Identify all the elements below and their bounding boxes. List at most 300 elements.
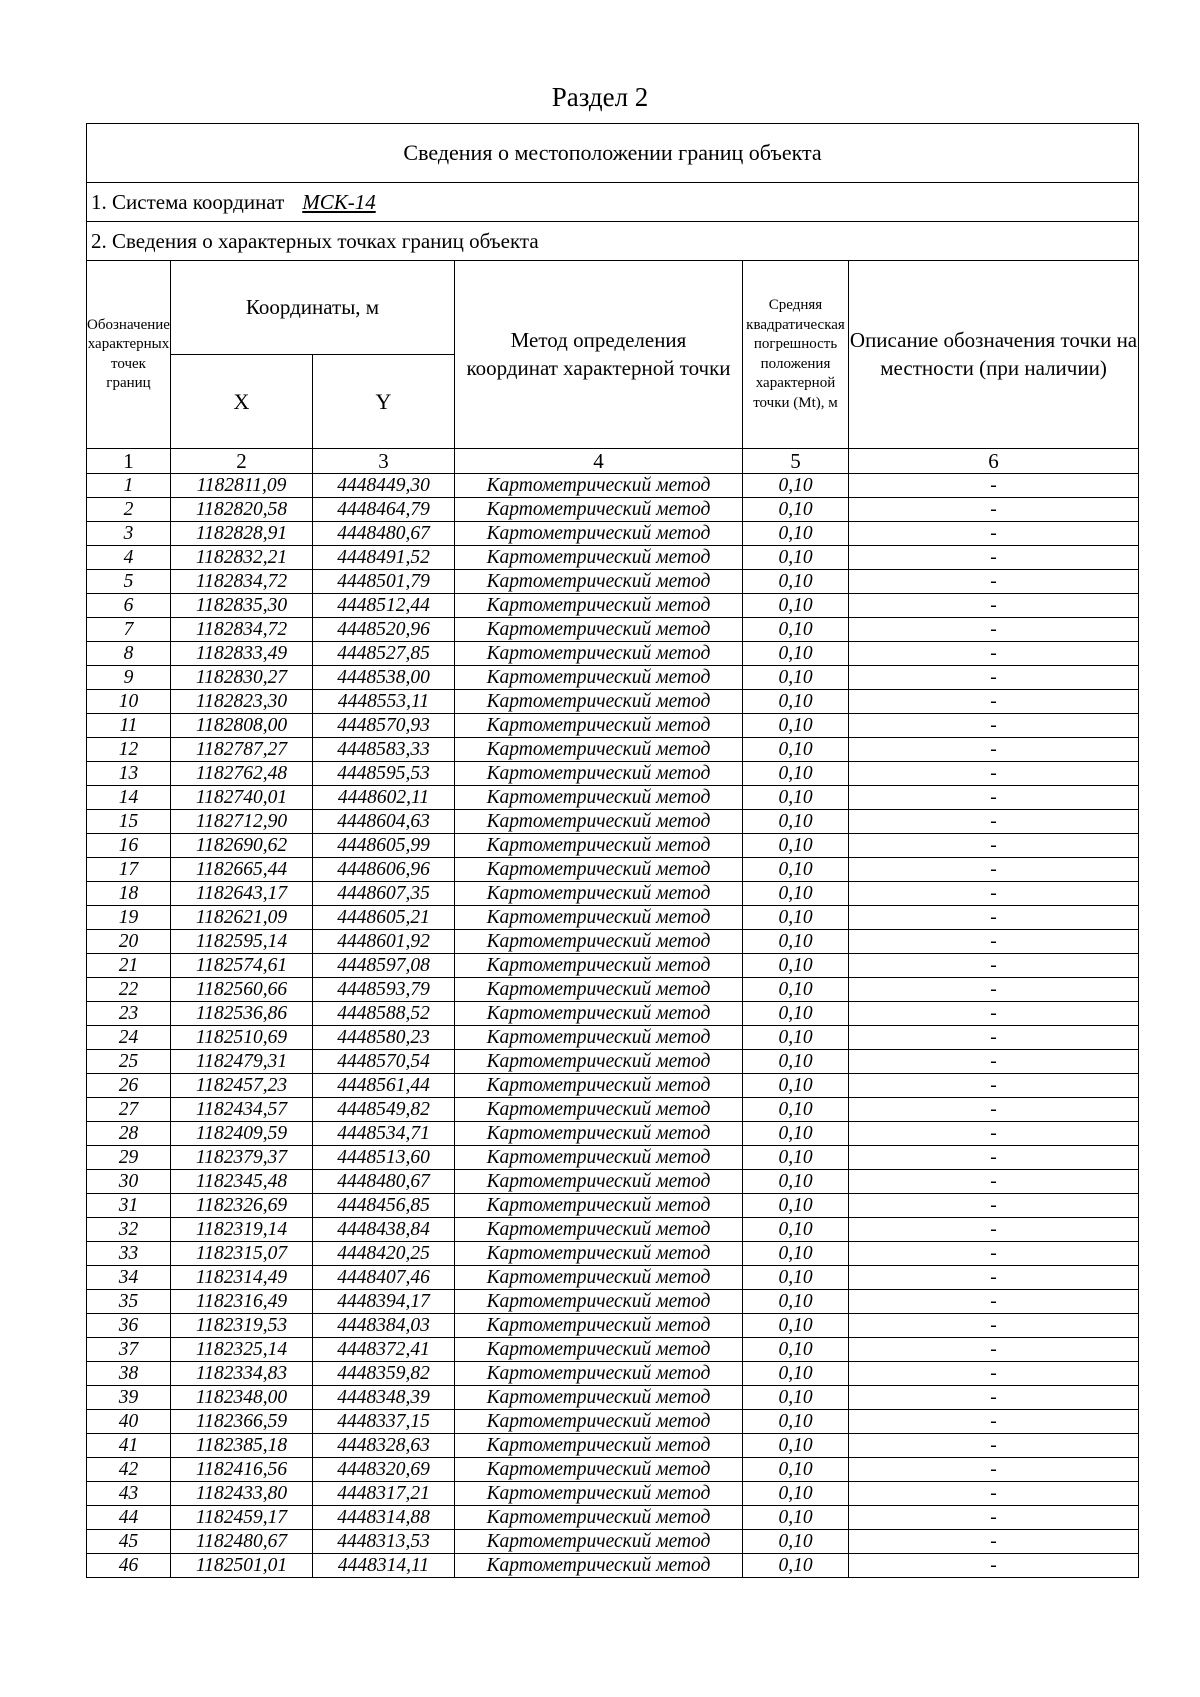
error-cell: 0,10 [743,690,849,714]
description-cell: - [849,1266,1139,1290]
x-cell: 1182595,14 [171,930,313,954]
x-cell: 1182834,72 [171,570,313,594]
x-cell: 1182479,31 [171,1050,313,1074]
point-id-cell: 10 [87,690,171,714]
x-cell: 1182385,18 [171,1434,313,1458]
y-cell: 4448570,54 [313,1050,455,1074]
error-cell: 0,10 [743,618,849,642]
method-cell: Картометрический метод [455,1266,743,1290]
method-cell: Картометрический метод [455,1050,743,1074]
method-cell: Картометрический метод [455,1530,743,1554]
point-id-cell: 20 [87,930,171,954]
table-row [87,1410,1139,1434]
point-id-cell: 5 [87,570,171,594]
method-cell: Картометрический метод [455,930,743,954]
error-cell: 0,10 [743,498,849,522]
y-cell: 4448501,79 [313,570,455,594]
table-row [87,1002,1139,1026]
header-method: Метод определения координат характерной точки [455,261,743,449]
description-cell: - [849,978,1139,1002]
x-cell: 1182811,09 [171,474,313,498]
point-id-cell: 35 [87,1290,171,1314]
method-cell: Картометрический метод [455,1218,743,1242]
method-cell: Картометрический метод [455,1314,743,1338]
description-cell: - [849,474,1139,498]
table-row [87,786,1139,810]
y-cell: 4448480,67 [313,1170,455,1194]
error-cell: 0,10 [743,1314,849,1338]
method-cell: Картометрический метод [455,690,743,714]
description-cell: - [849,1218,1139,1242]
error-cell: 0,10 [743,1434,849,1458]
error-cell: 0,10 [743,810,849,834]
table-row [87,1530,1139,1554]
method-cell: Картометрический метод [455,810,743,834]
point-id-cell: 27 [87,1098,171,1122]
y-cell: 4448337,15 [313,1410,455,1434]
x-cell: 1182833,49 [171,642,313,666]
error-cell: 0,10 [743,738,849,762]
error-cell: 0,10 [743,858,849,882]
y-cell: 4448407,46 [313,1266,455,1290]
description-cell: - [849,498,1139,522]
table-row [87,1290,1139,1314]
y-cell: 4448561,44 [313,1074,455,1098]
y-cell: 4448583,33 [313,738,455,762]
method-cell: Картометрический метод [455,474,743,498]
description-cell: - [849,1458,1139,1482]
method-cell: Картометрический метод [455,618,743,642]
point-id-cell: 38 [87,1362,171,1386]
method-cell: Картометрический метод [455,1458,743,1482]
table-row [87,642,1139,666]
description-cell: - [849,642,1139,666]
error-cell: 0,10 [743,1338,849,1362]
method-cell: Картометрический метод [455,978,743,1002]
description-cell: - [849,1362,1139,1386]
y-cell: 4448314,88 [313,1506,455,1530]
x-cell: 1182480,67 [171,1530,313,1554]
x-cell: 1182560,66 [171,978,313,1002]
y-cell: 4448580,23 [313,1026,455,1050]
y-cell: 4448605,99 [313,834,455,858]
point-id-cell: 21 [87,954,171,978]
y-cell: 4448605,21 [313,906,455,930]
point-id-cell: 24 [87,1026,171,1050]
table-row [87,618,1139,642]
description-cell: - [849,1554,1139,1578]
description-cell: - [849,858,1139,882]
description-cell: - [849,666,1139,690]
error-cell: 0,10 [743,762,849,786]
table-row [87,1026,1139,1050]
method-cell: Картометрический метод [455,1506,743,1530]
table-row [87,762,1139,786]
point-id-cell: 29 [87,1146,171,1170]
method-cell: Картометрический метод [455,738,743,762]
method-cell: Картометрический метод [455,570,743,594]
method-cell: Картометрический метод [455,546,743,570]
error-cell: 0,10 [743,1002,849,1026]
description-cell: - [849,1170,1139,1194]
point-id-cell: 41 [87,1434,171,1458]
point-id-cell: 6 [87,594,171,618]
table-row [87,594,1139,618]
y-cell: 4448491,52 [313,546,455,570]
method-cell: Картометрический метод [455,834,743,858]
x-cell: 1182379,37 [171,1146,313,1170]
table-row [87,1098,1139,1122]
y-cell: 4448464,79 [313,498,455,522]
y-cell: 4448394,17 [313,1290,455,1314]
method-cell: Картометрический метод [455,882,743,906]
method-cell: Картометрический метод [455,906,743,930]
point-id-cell: 22 [87,978,171,1002]
x-cell: 1182828,91 [171,522,313,546]
column-number: 1 [87,449,171,474]
x-cell: 1182823,30 [171,690,313,714]
point-id-cell: 9 [87,666,171,690]
table-row [87,570,1139,594]
error-cell: 0,10 [743,1170,849,1194]
table-row [87,810,1139,834]
x-cell: 1182690,62 [171,834,313,858]
description-cell: - [849,834,1139,858]
y-cell: 4448588,52 [313,1002,455,1026]
header-y: Y [313,355,455,449]
y-cell: 4448512,44 [313,594,455,618]
table-row [87,738,1139,762]
table-row [87,1554,1139,1578]
description-cell: - [849,714,1139,738]
point-id-cell: 46 [87,1554,171,1578]
point-id-cell: 4 [87,546,171,570]
description-cell: - [849,1026,1139,1050]
error-cell: 0,10 [743,1530,849,1554]
point-id-cell: 30 [87,1170,171,1194]
description-cell: - [849,930,1139,954]
point-id-cell: 32 [87,1218,171,1242]
table-row [87,1074,1139,1098]
y-cell: 4448570,93 [313,714,455,738]
y-cell: 4448520,96 [313,618,455,642]
x-cell: 1182326,69 [171,1194,313,1218]
table-row [87,690,1139,714]
description-cell: - [849,906,1139,930]
description-cell: - [849,1386,1139,1410]
y-cell: 4448513,60 [313,1146,455,1170]
section-title: Раздел 2 [551,82,649,112]
table-row [87,666,1139,690]
table-row [87,474,1139,498]
x-cell: 1182808,00 [171,714,313,738]
point-id-cell: 1 [87,474,171,498]
column-number: 5 [743,449,849,474]
y-cell: 4448595,53 [313,762,455,786]
table-row [87,1218,1139,1242]
y-cell: 4448384,03 [313,1314,455,1338]
error-cell: 0,10 [743,1146,849,1170]
table-row [87,714,1139,738]
description-cell: - [849,786,1139,810]
y-cell: 4448549,82 [313,1098,455,1122]
method-cell: Картометрический метод [455,1002,743,1026]
description-cell: - [849,1074,1139,1098]
table-row [87,1314,1139,1338]
x-cell: 1182457,23 [171,1074,313,1098]
table-row [87,546,1139,570]
x-cell: 1182665,44 [171,858,313,882]
table-row [87,1050,1139,1074]
description-cell: - [849,690,1139,714]
method-cell: Картометрический метод [455,762,743,786]
table-row [87,1170,1139,1194]
table-row [87,1122,1139,1146]
boundary-points-table [86,123,1139,1578]
points-table-body [87,474,1139,1578]
x-cell: 1182510,69 [171,1026,313,1050]
table-row [87,1338,1139,1362]
table-row [87,882,1139,906]
table-row [87,906,1139,930]
error-cell: 0,10 [743,1410,849,1434]
method-cell: Картометрический метод [455,1242,743,1266]
header-designation: Обозначение характерных точек границ [87,261,171,449]
y-cell: 4448538,00 [313,666,455,690]
table-row [87,1362,1139,1386]
error-cell: 0,10 [743,546,849,570]
description-cell: - [849,1506,1139,1530]
point-id-cell: 17 [87,858,171,882]
point-id-cell: 13 [87,762,171,786]
header-error: Средняя квадратическая погрешность положения характерной точки (Mt), м [743,261,849,449]
method-cell: Картометрический метод [455,1434,743,1458]
y-cell: 4448597,08 [313,954,455,978]
y-cell: 4448456,85 [313,1194,455,1218]
error-cell: 0,10 [743,834,849,858]
table-row [87,858,1139,882]
description-cell: - [849,594,1139,618]
method-cell: Картометрический метод [455,594,743,618]
method-cell: Картометрический метод [455,642,743,666]
method-cell: Картометрический метод [455,1026,743,1050]
column-number: 4 [455,449,743,474]
table-row [87,1242,1139,1266]
x-cell: 1182820,58 [171,498,313,522]
point-id-cell: 36 [87,1314,171,1338]
y-cell: 4448553,11 [313,690,455,714]
y-cell: 4448317,21 [313,1482,455,1506]
point-id-cell: 45 [87,1530,171,1554]
error-cell: 0,10 [743,1386,849,1410]
x-cell: 1182832,21 [171,546,313,570]
description-cell: - [849,1434,1139,1458]
error-cell: 0,10 [743,1074,849,1098]
table-row [87,834,1139,858]
method-cell: Картометрический метод [455,1122,743,1146]
y-cell: 4448527,85 [313,642,455,666]
error-cell: 0,10 [743,642,849,666]
method-cell: Картометрический метод [455,666,743,690]
x-cell: 1182536,86 [171,1002,313,1026]
method-cell: Картометрический метод [455,714,743,738]
description-cell: - [849,810,1139,834]
point-id-cell: 31 [87,1194,171,1218]
x-cell: 1182835,30 [171,594,313,618]
point-id-cell: 19 [87,906,171,930]
description-cell: - [849,1098,1139,1122]
x-cell: 1182316,49 [171,1290,313,1314]
point-id-cell: 44 [87,1506,171,1530]
y-cell: 4448359,82 [313,1362,455,1386]
point-id-cell: 15 [87,810,171,834]
method-cell: Картометрический метод [455,1194,743,1218]
coord-system-label: 1. Система координат [91,189,285,214]
column-numbers-row [87,449,1139,474]
point-id-cell: 40 [87,1410,171,1434]
x-cell: 1182314,49 [171,1266,313,1290]
method-cell: Картометрический метод [455,1554,743,1578]
description-cell: - [849,1122,1139,1146]
table-row [87,1434,1139,1458]
x-cell: 1182319,14 [171,1218,313,1242]
y-cell: 4448314,11 [313,1554,455,1578]
x-cell: 1182621,09 [171,906,313,930]
table-row [87,1146,1139,1170]
table-row [87,1482,1139,1506]
table-row [87,1506,1139,1530]
point-id-cell: 8 [87,642,171,666]
method-cell: Картометрический метод [455,1170,743,1194]
method-cell: Картометрический метод [455,1410,743,1434]
table-row [87,930,1139,954]
x-cell: 1182348,00 [171,1386,313,1410]
method-cell: Картометрический метод [455,1074,743,1098]
table-row [87,522,1139,546]
point-id-cell: 34 [87,1266,171,1290]
x-cell: 1182762,48 [171,762,313,786]
error-cell: 0,10 [743,714,849,738]
error-cell: 0,10 [743,1026,849,1050]
error-cell: 0,10 [743,1194,849,1218]
error-cell: 0,10 [743,474,849,498]
point-id-cell: 11 [87,714,171,738]
method-cell: Картометрический метод [455,1386,743,1410]
error-cell: 0,10 [743,1482,849,1506]
method-cell: Картометрический метод [455,1482,743,1506]
point-id-cell: 23 [87,1002,171,1026]
x-cell: 1182459,17 [171,1506,313,1530]
y-cell: 4448449,30 [313,474,455,498]
table-row [87,1386,1139,1410]
table-row [87,498,1139,522]
y-cell: 4448607,35 [313,882,455,906]
error-cell: 0,10 [743,882,849,906]
description-cell: - [849,1530,1139,1554]
header-description: Описание обозначения точки на местности (при наличии) [849,261,1139,449]
coord-system-row [87,183,1139,222]
y-cell: 4448328,63 [313,1434,455,1458]
description-cell: - [849,546,1139,570]
coord-system-value: МСК-14 [302,189,376,214]
error-cell: 0,10 [743,1290,849,1314]
method-cell: Картометрический метод [455,1146,743,1170]
x-cell: 1182643,17 [171,882,313,906]
error-cell: 0,10 [743,1506,849,1530]
x-cell: 1182325,14 [171,1338,313,1362]
point-id-cell: 7 [87,618,171,642]
error-cell: 0,10 [743,522,849,546]
error-cell: 0,10 [743,570,849,594]
header-coordinates: Координаты, м [171,261,455,355]
point-id-cell: 28 [87,1122,171,1146]
point-id-cell: 14 [87,786,171,810]
method-cell: Картометрический метод [455,1290,743,1314]
table-row [87,1266,1139,1290]
y-cell: 4448602,11 [313,786,455,810]
description-cell: - [849,1338,1139,1362]
point-id-cell: 25 [87,1050,171,1074]
column-number: 6 [849,449,1139,474]
table-row [87,1458,1139,1482]
point-id-cell: 42 [87,1458,171,1482]
point-id-cell: 37 [87,1338,171,1362]
description-cell: - [849,570,1139,594]
method-cell: Картометрический метод [455,786,743,810]
x-cell: 1182574,61 [171,954,313,978]
error-cell: 0,10 [743,1098,849,1122]
header-x: X [171,355,313,449]
description-cell: - [849,618,1139,642]
description-cell: - [849,1482,1139,1506]
method-cell: Картометрический метод [455,498,743,522]
description-cell: - [849,522,1139,546]
x-cell: 1182319,53 [171,1314,313,1338]
table-row [87,978,1139,1002]
column-number: 3 [313,449,455,474]
error-cell: 0,10 [743,1242,849,1266]
description-cell: - [849,1242,1139,1266]
error-cell: 0,10 [743,594,849,618]
description-cell: - [849,1146,1139,1170]
description-cell: - [849,1314,1139,1338]
error-cell: 0,10 [743,1458,849,1482]
x-cell: 1182740,01 [171,786,313,810]
description-cell: - [849,762,1139,786]
y-cell: 4448593,79 [313,978,455,1002]
error-cell: 0,10 [743,1554,849,1578]
error-cell: 0,10 [743,906,849,930]
error-cell: 0,10 [743,786,849,810]
y-cell: 4448313,53 [313,1530,455,1554]
method-cell: Картометрический метод [455,1098,743,1122]
description-cell: - [849,1002,1139,1026]
error-cell: 0,10 [743,666,849,690]
y-cell: 4448420,25 [313,1242,455,1266]
x-cell: 1182334,83 [171,1362,313,1386]
error-cell: 0,10 [743,1362,849,1386]
y-cell: 4448606,96 [313,858,455,882]
y-cell: 4448604,63 [313,810,455,834]
column-number: 2 [171,449,313,474]
y-cell: 4448480,67 [313,522,455,546]
description-cell: - [849,1050,1139,1074]
y-cell: 4448601,92 [313,930,455,954]
description-cell: - [849,1410,1139,1434]
points-title: 2. Сведения о характерных точках границ объекта [87,222,1139,261]
y-cell: 4448438,84 [313,1218,455,1242]
table-row [87,1194,1139,1218]
